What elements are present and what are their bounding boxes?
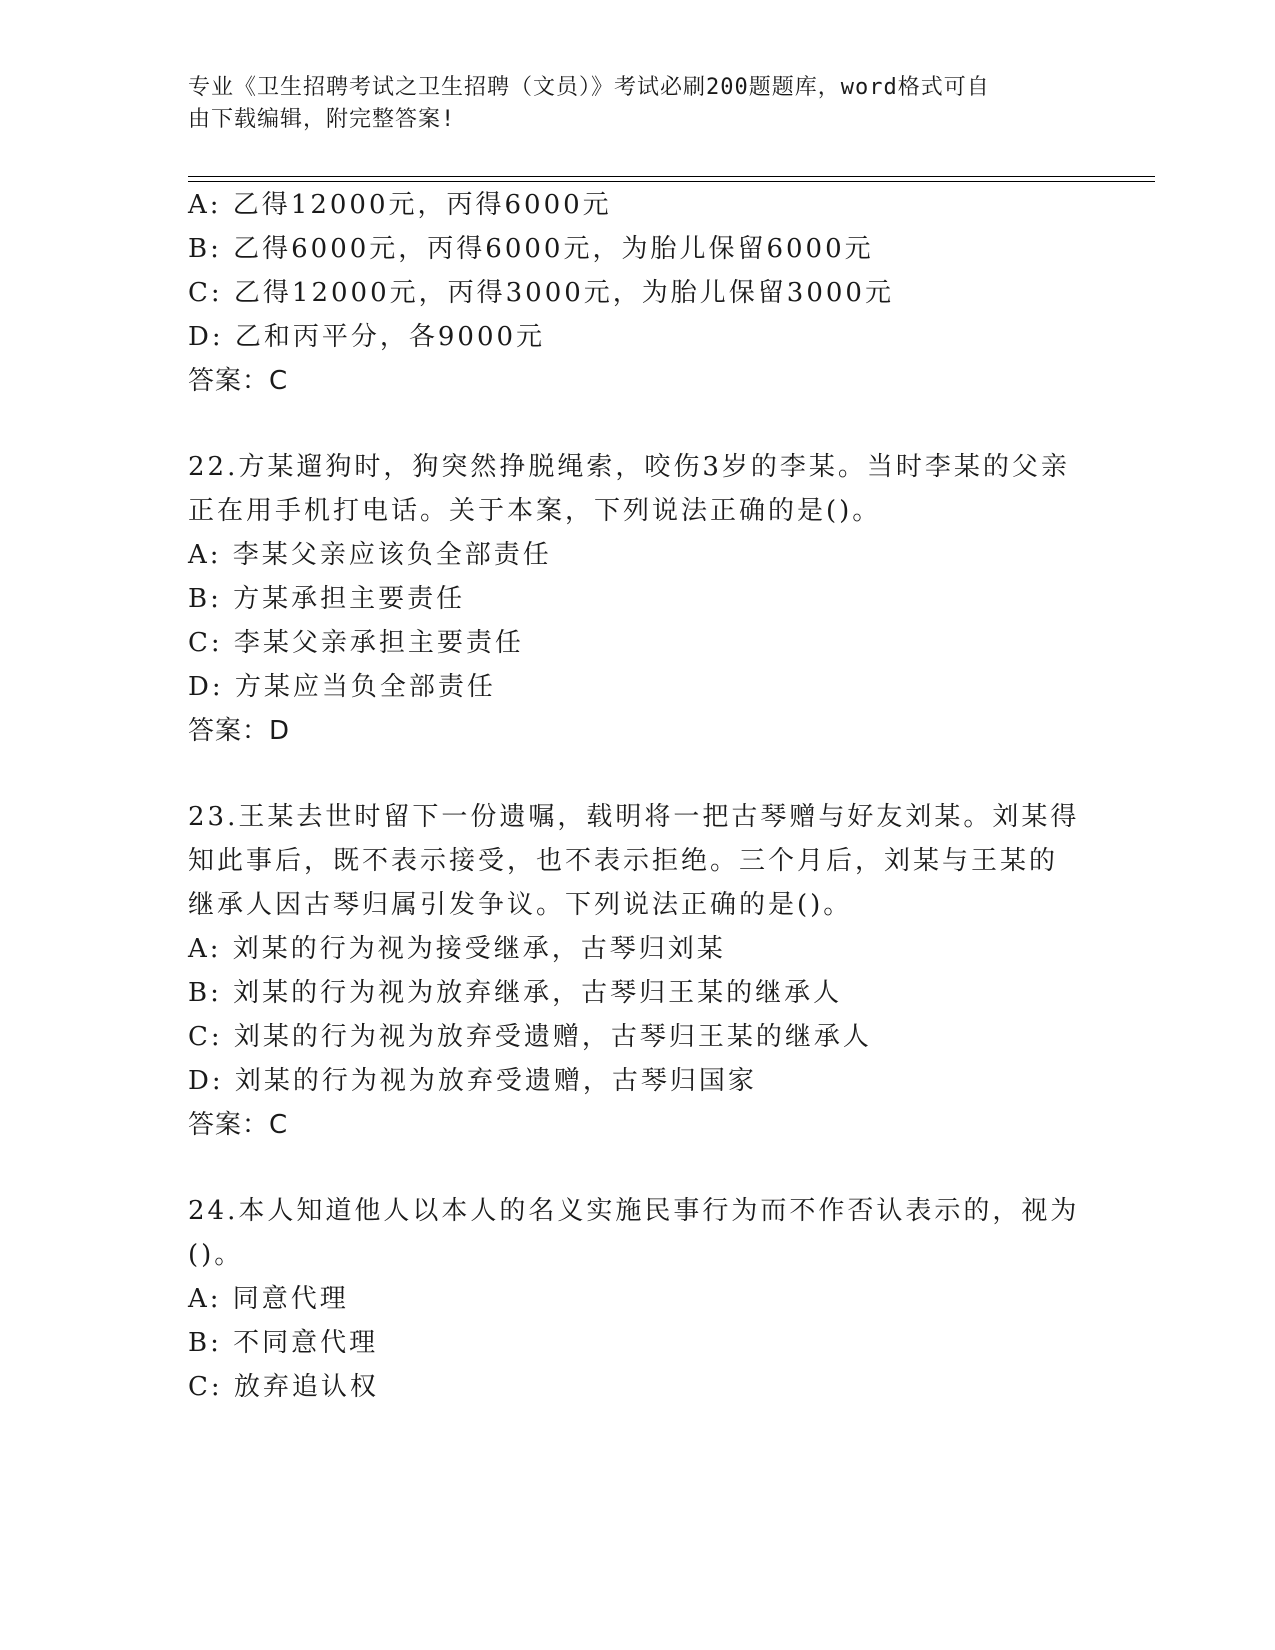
q24-option-c: C: 放弃追认权 bbox=[188, 1372, 379, 1402]
q22-option-d: D: 方某应当负全部责任 bbox=[188, 672, 496, 702]
q23-option-c: C: 刘某的行为视为放弃受遗赠，古琴归王某的继承人 bbox=[188, 1022, 872, 1052]
header-divider-top bbox=[188, 176, 1155, 177]
q23-stem-line-2: 知此事后，既不表示接受，也不表示拒绝。三个月后，刘某与王某的 bbox=[188, 846, 1059, 876]
q21-option-a: A: 乙得12000元，丙得6000元 bbox=[188, 190, 612, 220]
q24-stem-line-1: 24.本人知道他人以本人的名义实施民事行为而不作否认表示的，视为 bbox=[188, 1196, 1080, 1226]
header-line-1: 专业《卫生招聘考试之卫生招聘（文员）》考试必刷200题题库，word格式可自 bbox=[188, 75, 990, 100]
q23-option-d: D: 刘某的行为视为放弃受遗赠，古琴归国家 bbox=[188, 1066, 757, 1096]
q21-option-b: B: 乙得6000元，丙得6000元，为胎儿保留6000元 bbox=[188, 234, 874, 264]
q23-answer: 答案：C bbox=[188, 1110, 289, 1140]
q22-option-c: C: 李某父亲承担主要责任 bbox=[188, 628, 524, 658]
document-header-note bbox=[188, 72, 1068, 136]
q22-stem-line-2: 正在用手机打电话。关于本案，下列说法正确的是()。 bbox=[188, 496, 882, 526]
q21-option-d: D: 乙和丙平分，各9000元 bbox=[188, 322, 546, 352]
q24-option-b: B: 不同意代理 bbox=[188, 1328, 379, 1358]
q22-option-a: A: 李某父亲应该负全部责任 bbox=[188, 540, 552, 570]
q23-stem-line-1: 23.王某去世时留下一份遗嘱，载明将一把古琴赠与好友刘某。刘某得 bbox=[188, 802, 1080, 832]
q22-stem-line-1: 22.方某遛狗时，狗突然挣脱绳索，咬伤3岁的李某。当时李某的父亲 bbox=[188, 452, 1070, 482]
q23-stem-line-3: 继承人因古琴归属引发争议。下列说法正确的是()。 bbox=[188, 890, 853, 920]
header-divider-bottom bbox=[188, 181, 1155, 182]
header-line-2: 由下载编辑，附完整答案! bbox=[188, 107, 456, 132]
q21-answer: 答案：C bbox=[188, 366, 289, 396]
q21-option-c: C: 乙得12000元，丙得3000元，为胎儿保留3000元 bbox=[188, 278, 894, 308]
q22-option-b: B: 方某承担主要责任 bbox=[188, 584, 466, 614]
q23-option-b: B: 刘某的行为视为放弃继承，古琴归王某的继承人 bbox=[188, 978, 843, 1008]
q24-option-a: A: 同意代理 bbox=[188, 1284, 349, 1314]
q23-option-a: A: 刘某的行为视为接受继承，古琴归刘某 bbox=[188, 934, 726, 964]
q24-stem-line-2: ()。 bbox=[188, 1240, 244, 1270]
q22-answer: 答案：D bbox=[188, 716, 291, 746]
